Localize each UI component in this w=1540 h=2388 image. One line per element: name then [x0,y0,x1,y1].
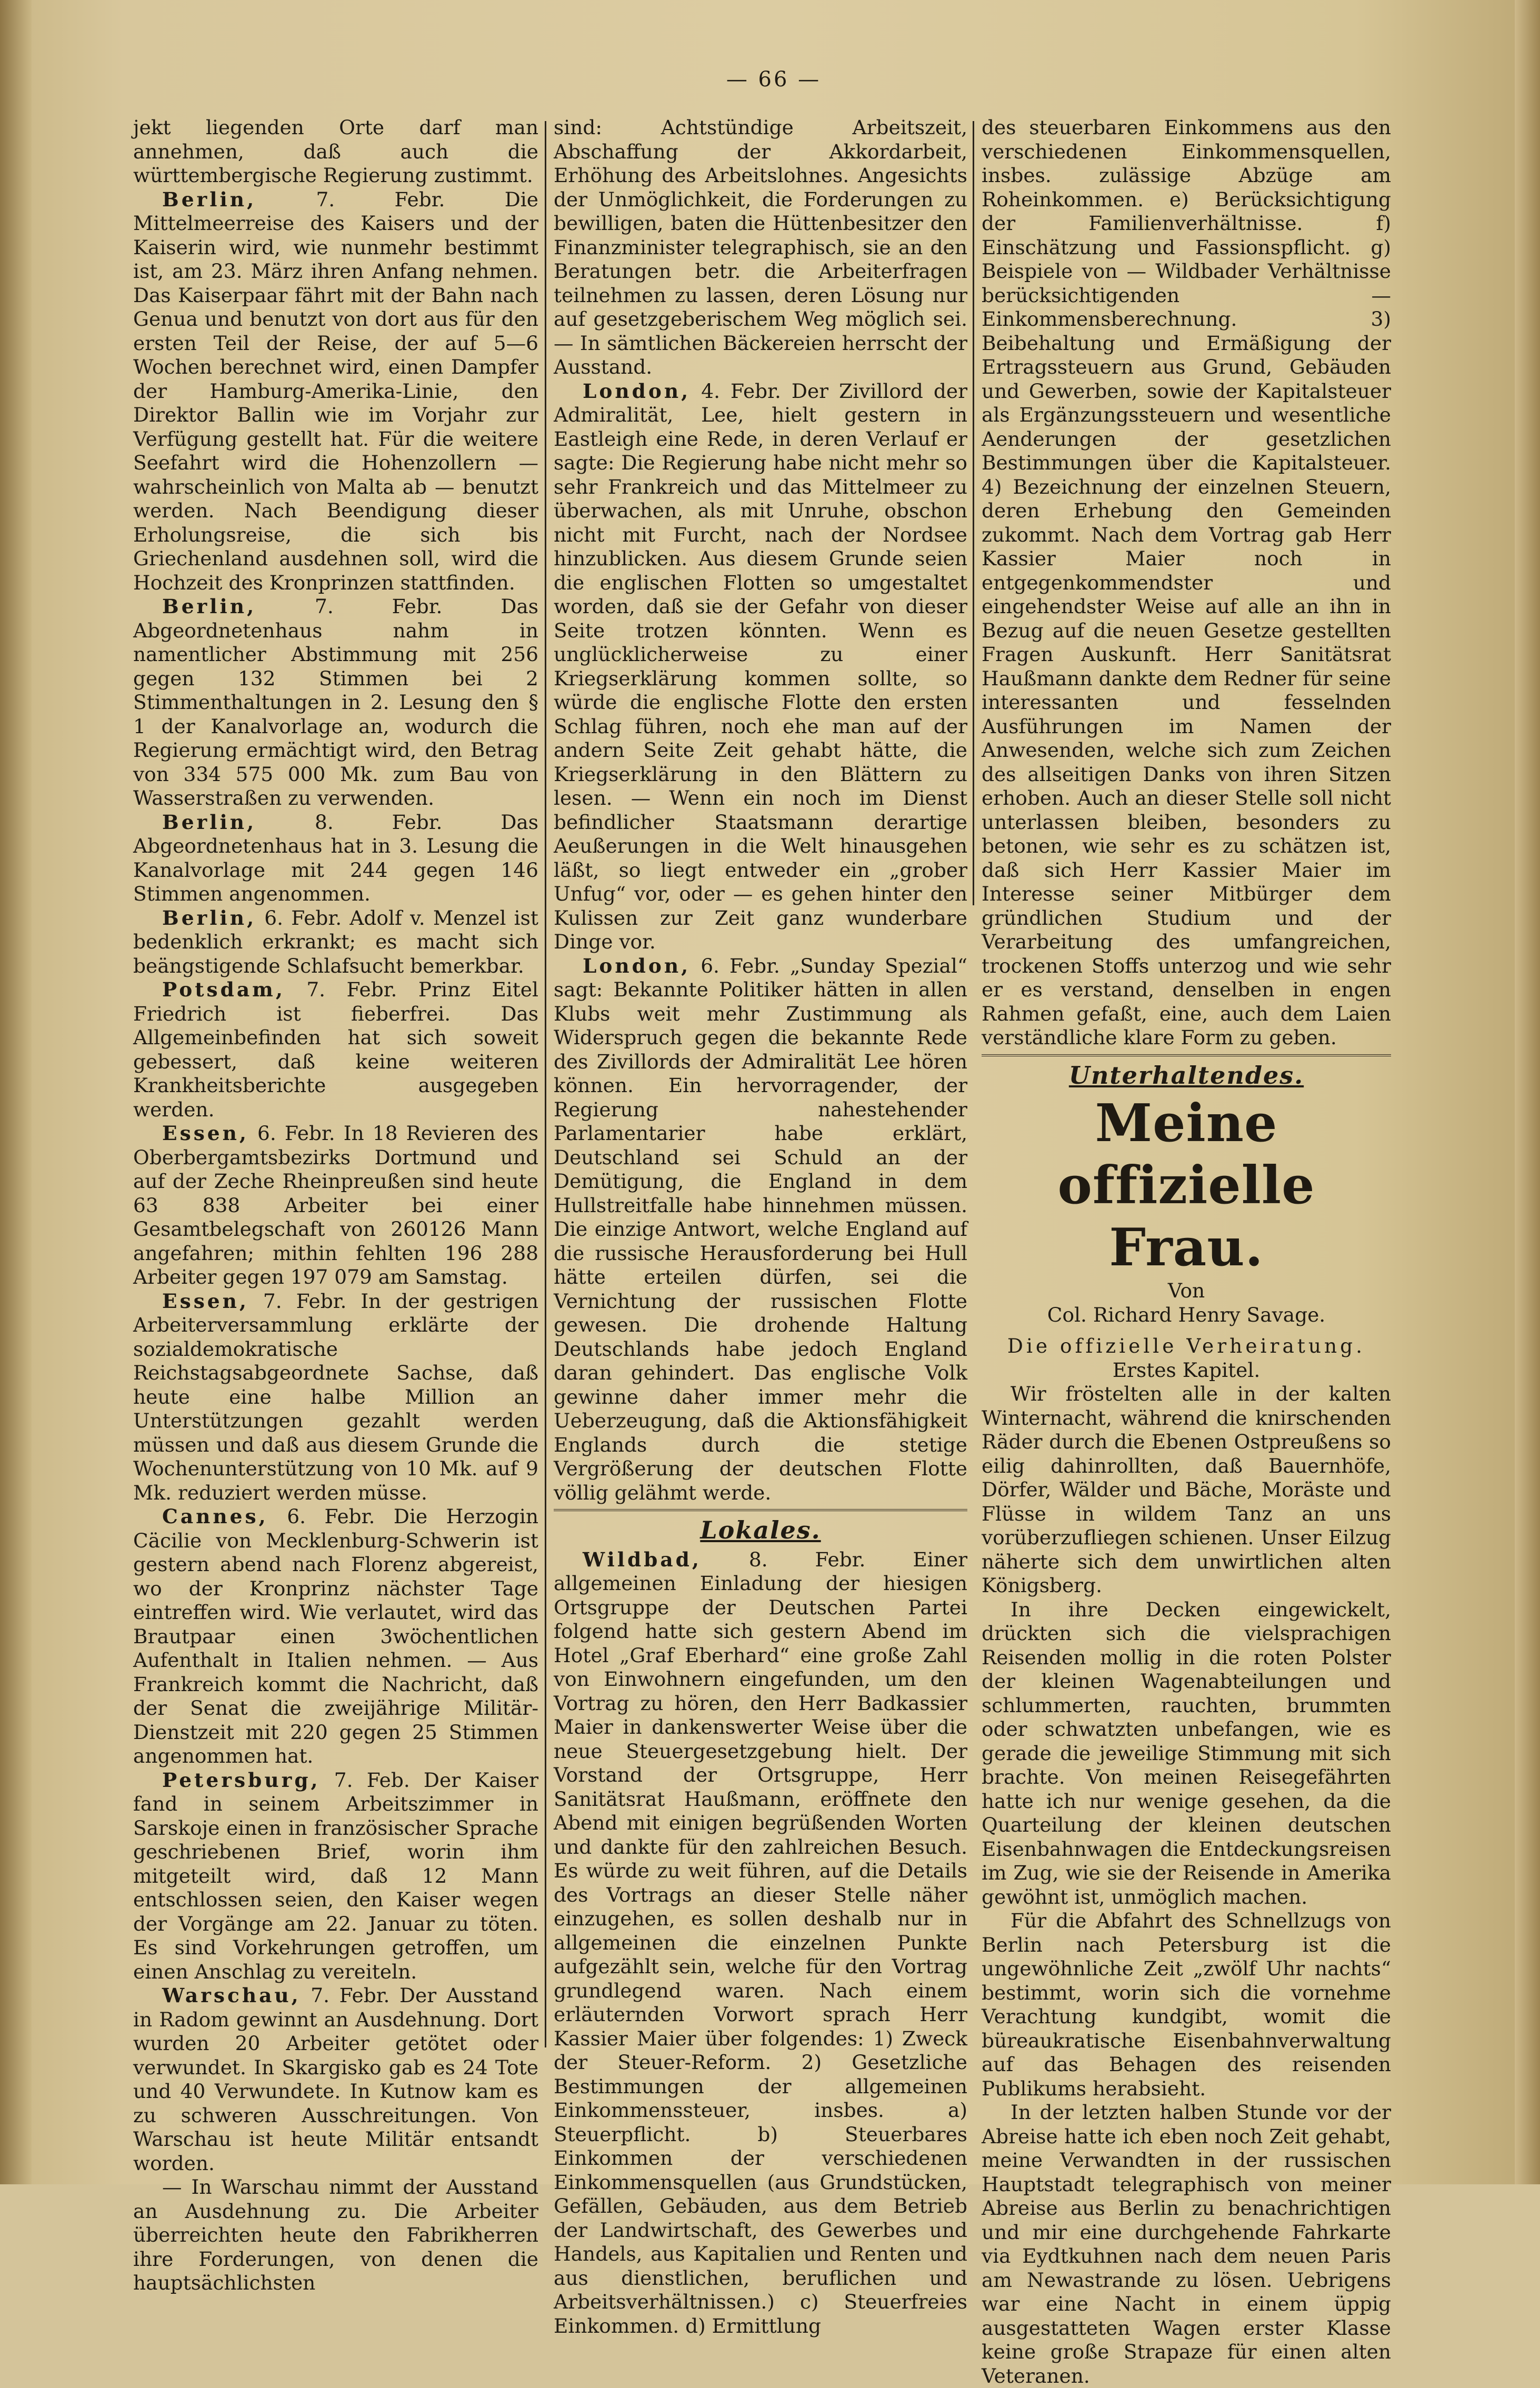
section-divider [554,1509,967,1511]
news-item [133,595,538,811]
column-2 [554,116,967,2338]
news-item [133,906,538,978]
story-paragraph: Wir fröstelten alle in der kalten Winternacht, während die knirschenden Räder durch die Ebenen Ostpreußens so eilig dahinrollten, daß Bauernhöfe, Dörfer, Wälder und Bäche, Moräste und Flüsse in wildem Tanz an uns vorüberzufliegen schienen. Unser Eilzug näherte sich dem unwirtlichen alten Königsberg. [982,1382,1391,1597]
serial-novel-title: Meine offizielle Frau. [1057,1093,1315,1278]
byline-von: Von [1167,1279,1205,1302]
news-text: 7. Febr. Prinz Eitel Friedrich ist fieberfrei. Das Allgemeinbefinden hat sich soweit gebessert, daß keine weiteren Krankheitsberichte ausgegeben werden. [133,978,538,1121]
news-text: 8. Febr. Einer allgemeinen Einladung der hiesigen Ortsgruppe der Deutschen Partei folgend hatte sich gestern Abend im Hotel „Graf Eberhard“ eine große Zahl von Einwohnern eingefunden, um den Vortrag zu hören, den Herr Badkassier Maier in dankenswerter Weise über die neue Steuergesetzgebung hielt. Der Vorstand der Ortsgruppe, Herr Sanitätsrat Haußmann, eröffnete den Abend mit einigen begrüßenden Worten und dankte für den zahlreichen Besuch. Es würde zu weit führen, auf die Details des Vortrags an dieser Stelle näher einzugehen, es sollen deshalb nur in allgemeinen die einzelnen Punkte aufgezählt sein, welche für den Vortrag grundlegend waren. Nach einem erläuternden Vorwort sprach Herr Kassier Maier über folgendes: 1) Zweck der Steuer-Reform. 2) Gesetzliche Bestimmungen der allgemeinen Einkommenssteuer, insbes. a) Steuerpflicht. b) Steuerbares Einkommen der verschiedenen Einkommensquellen (aus Grundstücken, Gefällen, Gebäuden, aus dem Betrieb der Landwirtschaft, des Gewerbes und Handels, aus Kapitalien und Renten und aus dienstlichen, beruflichen und Arbeitsverhältnissen.) c) Steuerfreies Einkommen. d) Ermittlung [554,1547,967,2337]
dateline: Essen, [162,1122,249,1145]
story-paragraph: Für die Abfahrt des Schnellzugs von Berlin nach Petersburg ist die ungewöhnliche Zeit „zwölf Uhr nachts“ bestimmt, worin sich die vornehme Verachtung kundgibt, womit die büreaukratische Eisenbahnverwaltung auf das Behagen des reisenden Publikums herabsieht. [982,1909,1391,2100]
news-text: 7. Feb. Der Kaiser fand in seinem Arbeitszimmer in Sarskoje einen in französischer Sprache geschriebenen Brief, worin ihm mitgeteilt wird, daß 12 Mann entschlossen seien, den Kaiser wegen der Vorgänge am 22. Januar zu töten. Es sind Vorkehrungen getroffen, um einen Anschlag zu vereiteln. [133,1768,538,1983]
section-heading-lokales: Lokales. [700,1516,821,1544]
news-item [554,1548,967,2339]
dateline: Warschau, [162,1984,301,2007]
column-3 [982,116,1391,2388]
section-divider [982,1054,1391,1056]
page-number: — 66 — [726,67,822,92]
dateline: Wildbad, [583,1547,702,1571]
story-paragraph: In der letzten halben Stunde vor der Abreise hatte ich eben noch Zeit gehabt, meine Verwandten in der russischen Hauptstadt telegraphisch von meiner Abreise aus Berlin zu benachrichtigen und mir eine durchgehende Fahrkarte via Eydtkuhnen nach dem neuen Paris am Newastrande zu lösen. Uebrigens war eine Nacht in einem üppig ausgestatteten Wagen erster Klasse keine große Strapaze für einen alten Veteranen. [982,2101,1391,2387]
news-text: 6. Febr. „Sunday Spezial“ sagt: Bekannte Politiker hätten in allen Klubs weit mehr Zustimmung als Widerspruch gegen die bekannte Rede des Zivillords der Admiralität Lee hören können. Ein hervorragender, der Regierung nahestehender Parlamentarier habe erklärt, Deutschland sei Schuld an der Demütigung, die England in dem Hullstreitfalle habe hinnehmen müssen. Die einzige Antwort, welche England auf die russische Herausforderung bei Hull hätte erteilen dürfen, sei die Vernichtung der russischen Flotte gewesen. Die drohende Haltung Deutschlands habe jedoch England daran gehindert. Das englische Volk gewinne daher immer mehr die Ueberzeugung, daß die Aktionsfähigkeit Englands durch die stetige Vergrößerung der deutschen Flotte völlig gelähmt werde. [554,954,967,1504]
news-text: 6. Febr. Adolf v. Menzel ist bedenklich erkrankt; es macht sich beängstigende Schlafsucht bemerkbar. [133,906,538,977]
section-heading-unterhaltendes: Unterhaltendes. [1068,1061,1304,1090]
news-text: 4. Febr. Der Zivillord der Admiralität, Lee, hielt gestern in Eastleigh eine Rede, in deren Verlauf er sagte: Die Regierung habe nicht mehr so sehr Frankreich und das Mittelmeer zu überwachen, als mit Unruhe, obschon nicht mit Furcht, nach der Nordsee hinzublicken. Aus diesem Grunde seien die englischen Flotten so umgestaltet worden, daß sie der Gefahr von dieser Seite trotzen könnten. Wenn es unglücklicherweise zu einer Kriegserklärung kommen sollte, so würde die englische Flotte den ersten Schlag führen, noch ehe man auf der andern Seite Zeit gehabt hätte, die Kriegserklärung in den Blättern zu lesen. — Wenn ein noch im Dienst befindlicher Staatsmann derartige Aeußerungen in die Welt hinausgehen läßt, so liegt entweder ein „grober Unfug“ vor, oder — es gehen hinter den Kulissen zur Zeit ganz wunderbare Dinge vor. [554,379,967,953]
news-item [133,188,538,595]
page-edge-right [1515,0,1540,2184]
news-text: 8. Febr. Das Abgeordnetenhaus hat in 3. Lesung die Kanalvorlage mit 244 gegen 146 Stimmen angenommen. [133,810,538,905]
article-text: sind: Achtstündige Arbeitszeit, Abschaffung der Akkordarbeit, Erhöhung des Arbeitslohnes. Angesichts der Unmöglichkeit, die Forderungen zu bewilligen, baten die Hüttenbesitzer den Finanzminister telegraphisch, sie an den Beratungen betr. die Arbeiterfragen teilnehmen zu lassen, deren Lösung nur auf gesetzgeberischem Weg möglich sei. — In sämtlichen Bäckereien herrscht der Ausstand. [554,116,967,378]
news-item [554,954,967,1505]
news-item [133,1505,538,1768]
dateline: Berlin, [162,187,257,211]
news-text: 7. Febr. Die Mittelmeerreise des Kaisers und der Kaiserin wird, wie nunmehr bestimmt ist, am 23. März ihren Anfang nehmen. Das Kaiserpaar fährt mit der Bahn nach Genua und benutzt von dort aus für den ersten Teil der Reise, der auf 5—6 Wochen berechnet wird, einen Dampfer der Hamburg-Amerika-Linie, den Direktor Ballin wie im Vorjahr zur Verfügung gestellt hat. Für die weitere Seefahrt wird die Hohenzollern — wahrscheinlich von Malta ab — benutzt werden. Nach Beendigung dieser Erholungsreise, die sich bis Griechenland ausdehnen soll, wird die Hochzeit des Kronprinzen stattfinden. [133,187,538,594]
news-text: 7. Febr. Das Abgeordnetenhaus nahm in namentlicher Abstimmung mit 256 gegen 132 Stimmen bei 2 Stimmenthaltungen in 2. Lesung den § 1 der Kanalvorlage an, wodurch die Regierung ermächtigt wird, den Betrag von 334 575 000 Mk. zum Bau von Wasserstraßen zu verwenden. [133,595,538,810]
story-paragraph: In ihre Decken eingewickelt, drückten sich die vielsprachigen Reisenden mollig in die roten Polster der kleinen Wagenabteilungen und schlummerten, rauchten, brummten oder schwatzten unbefangen, wie es gerade die jeweilige Stimmung mit sich brachte. Von meinen Reisegefährten hatte ich nur wenige gesehen, da die Quarteilung der kleinen deutschen Eisenbahnwagen die Entdeckungsreisen im Zug, wie sie der Reisende in Amerika gewöhnt ist, unmöglich machen. [982,1597,1391,1909]
news-text: 7. Febr. Der Ausstand in Radom gewinnt an Ausdehnung. Dort wurden 20 Arbeiter getötet oder verwundet. In Skargisko gab es 24 Tote und 40 Verwundete. In Kutnow kam es zu schweren Ausschreitungen. Von Warschau ist heute Militär entsandt worden. [133,1984,538,2175]
news-text: 7. Febr. In der gestrigen Arbeiterversammlung erklärte der sozialdemokratische Reichstagsabgeordnete Sachse, daß heute eine halbe Million an Unterstützungen gezahlt werden müssen und daß aus diesem Grunde die Wochenunterstützung von 10 Mk. auf 9 Mk. reduziert werden müsse. [133,1289,538,1504]
news-item [133,1290,538,1505]
dateline: Petersburg, [162,1768,321,1792]
column-rule-1 [545,121,546,2047]
dateline: Potsdam, [162,978,285,1001]
dateline: Berlin, [162,595,257,618]
news-text: 6. Febr. In 18 Revieren des Oberbergamtsbezirks Dortmund und auf der Zeche Rheinpreußen sind heute 63 838 Arbeiter bei einer Gesamtbelegschaft von 260126 Mann angefahren; mithin fehlten 196 288 Arbeiter gegen 197 079 am Samstag. [133,1122,538,1288]
news-item [554,379,967,954]
news-text: 6. Febr. Die Herzogin Cäcilie von Mecklenburg-Schwerin ist gestern abend nach Florenz abgereist, wo der Kronprinz nächster Tage eintreffen wird. Wie verlautet, wird das Brautpaar einen 3wöchentlichen Aufenthalt in Italien nehmen. — Aus Frankreich kommt die Nachricht, daß der Senat die zweijährige Militär-Dienstzeit mit 220 gegen 25 Stimmen angenommen hat. [133,1505,538,1767]
chapter-title: Die offizielle Verheiratung. [1007,1334,1366,1357]
chapter-number: Erstes Kapitel. [1112,1358,1261,1382]
article-text: des steuerbaren Einkommens aus den verschiedenen Einkommensquellen, insbes. zulässige Abzüge am Roheinkommen. e) Berücksichtigung der Familienverhältnisse. f) Einschätzung und Fassionspflicht. g) Beispiele von — Wildbader Verhältnisse berücksichtigenden — Einkommensberechnung. 3) Beibehaltung und Ermäßigung der Ertragssteuern aus Grund, Gebäuden und Gewerben, sowie der Kapitalsteuer als Ergänzungssteuern und wesentliche Aenderungen der gesetzlichen Bestimmungen über die Kapitalsteuer. 4) Bezeichnung der einzelnen Steuern, deren Erhebung den Gemeinden zukommt. Nach dem Vortrag gab Herr Kassier Maier noch in entgegenkommendster und eingehendster Weise auf alle an ihn in Bezug auf die neuen Gesetze gestellten Fragen Auskunft. Herr Sanitätsrat Haußmann dankte dem Redner für seine interessanten und fesselnden Ausführungen im Namen der Anwesenden, welche sich zum Zeichen des allseitigen Danks von ihren Sitzen erhoben. Auch an dieser Stelle soll nicht unterlassen bleiben, besonders zu betonen, wie sehr es zu schätzen ist, daß sich Herr Kassier Maier im Interesse seiner Mitbürger dem gründlichen Studium und der Verarbeitung des umfangreichen, trockenen Stoffs unterzog und wie sehr er es verstand, denselben in engen Rahmen gefaßt, eine, auch dem Laien verständliche klare Form zu geben. [982,116,1391,1049]
news-item [133,1984,538,2175]
page-edge-left [0,0,32,2184]
dateline: Berlin, [162,810,257,834]
news-text: — In Warschau nimmt der Ausstand an Ausdehnung zu. Die Arbeiter überreichten heute den Fabrikherren ihre Forderungen, von denen die hauptsächlichsten [133,2175,538,2294]
news-item [133,1768,538,1984]
dateline: Berlin, [162,906,257,930]
dateline: Cannes, [162,1505,268,1528]
byline-author: Col. Richard Henry Savage. [1047,1303,1326,1326]
column-rule-2 [973,121,974,905]
article-text: jekt liegenden Orte darf man annehmen, daß auch die württembergische Regierung zustimmt. [133,116,538,187]
dateline: Essen, [162,1289,249,1313]
dateline: London, [583,954,691,977]
news-item [133,1122,538,1290]
news-item [133,811,538,906]
column-1 [133,116,538,2295]
news-item [133,978,538,1122]
dateline: London, [583,379,691,403]
